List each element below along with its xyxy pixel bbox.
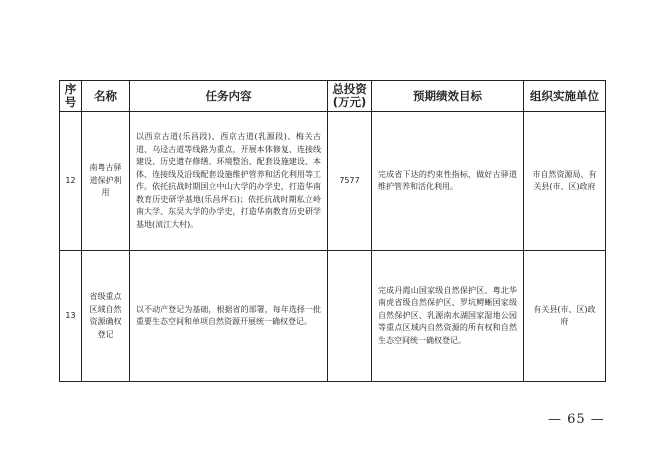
header-org: 组织实施单位 [524, 81, 606, 112]
header-name: 名称 [82, 81, 130, 112]
cell-name: 南粤古驿道保护利用 [82, 112, 130, 251]
cell-invest: 7577 [328, 112, 372, 251]
cell-org: 有关县(市、区)政府 [524, 251, 606, 382]
cell-org: 市自然资源局、有关县(市、区)政府 [524, 112, 606, 251]
header-goal: 预期绩效目标 [372, 81, 524, 112]
task-table [59, 80, 606, 382]
cell-goal: 完成丹霞山国家级自然保护区、粤北华南虎省级自然保护区、罗坑鳄蜥国家级自然保护区、乳源南水湖国家湿地公园等重点区域内自然资源的所有权和自然生态空间统一确权登记。 [372, 251, 524, 382]
table-row [60, 112, 606, 251]
header-seq: 序号 [60, 81, 82, 112]
header-row [60, 81, 606, 112]
cell-task: 以不动产登记为基础，根据省的部署，每年选择一批重要生态空间和单项自然资源开展统一确权登记。 [130, 251, 328, 382]
header-task: 任务内容 [130, 81, 328, 112]
cell-name: 省级重点区域自然资源确权登记 [82, 251, 130, 382]
table-row [60, 251, 606, 382]
cell-goal: 完成省下达的约束性指标，做好古驿道维护管养和活化利用。 [372, 112, 524, 251]
header-invest: 总投资(万元) [328, 81, 372, 112]
cell-seq: 13 [60, 251, 82, 382]
cell-seq: 12 [60, 112, 82, 251]
cell-task: 以西京古道(乐昌段)、西京古道(乳源段)、梅关古道、乌迳古道等线路为重点，开展本体修复、连接线建设、历史遗存修缮、环境整治、配套设施建设、本体、连接线及沿线配套设施维护管养和活化利用等工作。依托抗战时期国立中山大学的办学史，打造华南教育历史研学基地(乐昌坪石)；依托抗战时期私立岭南大学、东吴大学的办学史，打造华南教育历史研学基地(浈江大村)。 [130, 112, 328, 251]
cell-invest [328, 251, 372, 382]
page-number: — 65 — [548, 412, 605, 427]
